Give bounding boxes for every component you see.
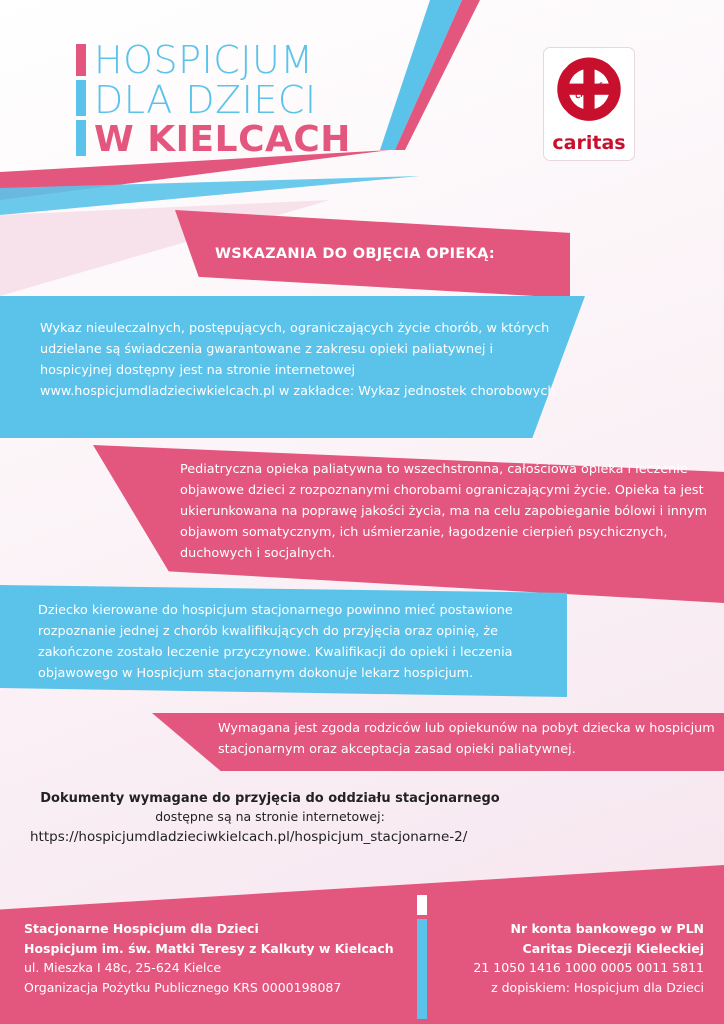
footer-hospice-name: Stacjonarne Hospicjum dla Dzieci xyxy=(24,921,259,936)
title-line-3: W KIELCACH xyxy=(94,119,351,160)
documents-subtitle: dostępne są na stronie internetowej: xyxy=(155,809,385,824)
footer-bank-info xyxy=(473,919,704,997)
documents-section xyxy=(0,789,540,848)
title-bar-pink-top xyxy=(76,44,86,76)
footer-hospice-patron: Hospicjum im. św. Matki Teresy z Kalkuty w Kielcach xyxy=(24,940,394,956)
title-line-1: HOSPICJUM xyxy=(94,38,314,82)
caritas-logo xyxy=(544,48,634,160)
footer-hospice-info xyxy=(24,919,394,997)
footer-divider-white xyxy=(417,895,427,915)
title-bar-pink-bottom xyxy=(76,120,86,156)
documents-link[interactable]: https://hospicjumdladzieciwkielcach.pl/hospicjum_stacjonarne-2/ xyxy=(30,829,468,845)
footer-divider xyxy=(417,895,427,1019)
caritas-cross-icon xyxy=(544,50,634,134)
paragraph-palliative-care: Pediatryczna opieka paliatywna to wszechstronna, całościowa opieka i leczenie objawowe dzieci z rozpoznanymi chorobami ograniczającymi życie. Opieka ta jest ukierunkowana na poprawę jakości życia, ma na celu zapobieganie bólowi i innym objawom somatycznym, ich uśmierzanie, łagodzenie cierpień psychicznych, duchowych i socjalnych. xyxy=(180,462,708,561)
footer-bank-owner: Caritas Diecezji Kieleckiej xyxy=(522,940,704,956)
title-line-2: DLA DZIECI xyxy=(94,78,317,122)
paragraph-parental-consent: Wymagana jest zgoda rodziców lub opiekunów na pobyt dziecka w hospicjum stacjonarnym oraz akceptacja zasad opieki paliatywnej. xyxy=(218,721,715,757)
footer-bank-label: Nr konta bankowego w PLN xyxy=(510,921,704,936)
title-bar-blue xyxy=(76,80,86,116)
caritas-ring-text: CARITAS xyxy=(574,80,606,101)
paragraph-admission-criteria: Dziecko kierowane do hospicjum stacjonarnego powinno mieć postawione rozpoznanie jednej z chorób kwalifikujących do przyjęcia oraz opinię, że zakończone zostało leczenie przyczynowe. Kwalifikacji do opieki i leczenia objawowego w Hospicjum stacjonarnym dokonuje lekarz hospicjum. xyxy=(38,603,513,681)
footer-divider-blue xyxy=(417,919,427,1019)
footer-hospice-address: ul. Mieszka I 48c, 25-624 Kielce xyxy=(24,960,222,975)
section-heading: WSKAZANIA DO OBJĘCIA OPIEKĄ: xyxy=(215,246,496,262)
footer-bank-note: z dopiskiem: Hospicjum dla Dzieci xyxy=(491,979,704,995)
footer-bank-account: 21 1050 1416 1000 0005 0011 5811 xyxy=(473,960,704,975)
caritas-logo-text: caritas xyxy=(552,132,626,154)
paragraph-disease-list: Wykaz nieuleczalnych, postępujących, ograniczających życie chorób, w których udzielane są świadczenia gwarantowane z zakresu opieki paliatywnej i hospicyjnej dostępny jest na stronie internetowej www.hospicjumdladzieciwkielcach.pl w zakładce: Wykaz jednostek chorobowych xyxy=(40,321,556,399)
documents-title: Dokumenty wymagane do przyjęcia do oddziału stacjonarnego xyxy=(40,791,500,806)
hospice-title xyxy=(76,40,351,160)
footer-hospice-krs: Organizacja Pożytku Publicznego KRS 0000198087 xyxy=(24,979,342,995)
